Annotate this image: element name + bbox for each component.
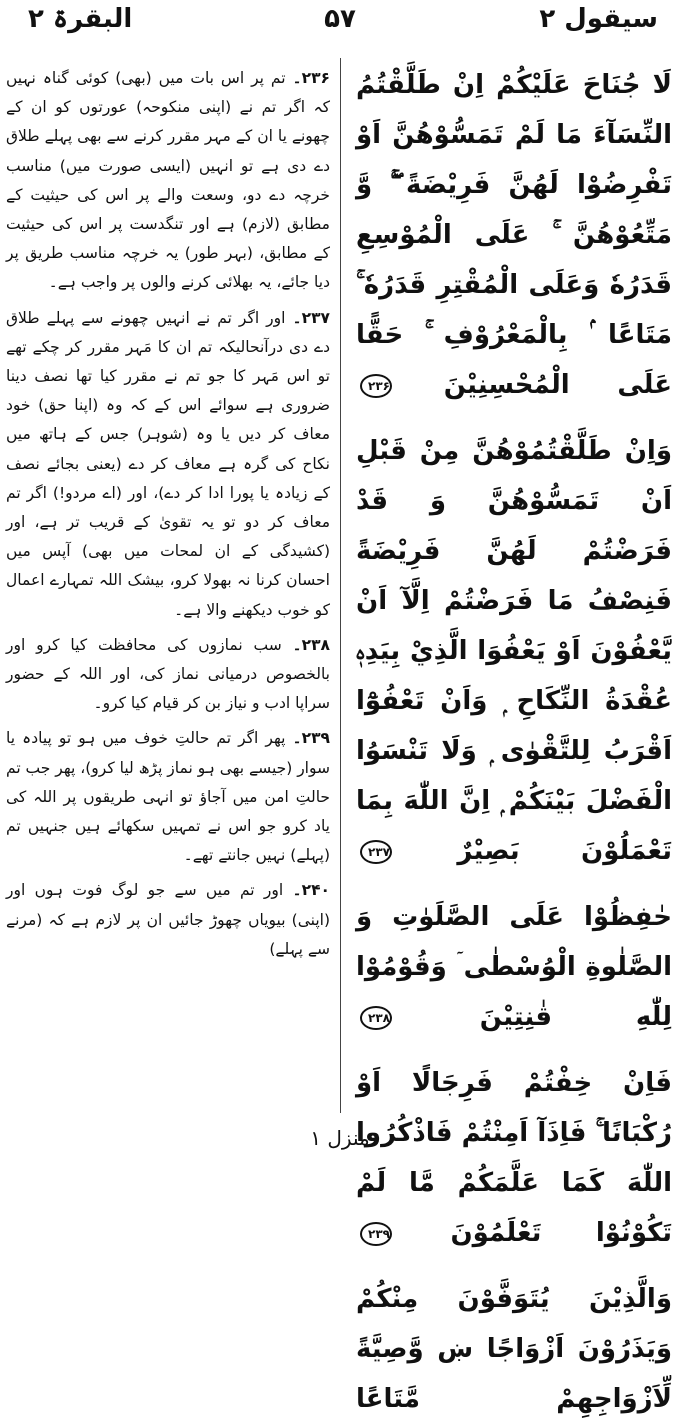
translation-237: [6, 304, 330, 625]
verse-number: ۲۳۹۔: [292, 729, 330, 748]
page-footer: [0, 1126, 680, 1150]
translation-text: اور اگر تم نے انہیں چھونے سے پہلے طلاق دے دی درآنحالیکہ تم ان کا مَہر مقرر کر چکے تھے تو اس مَہر کا جو تم نے مقرر کیا تھا نصف دینا ضروری ہے سوائے اس کے کہ وہ (اپنا حق) خود معاف کر دیں یا وہ (شوہر) جس کے ہاتھ میں نکاح کی گرہ ہے معاف کر دے (یعنی بجائے نصف کے زیادہ یا پورا ادا کر دے)، اور (اے مردو!) اگر تم معاف کر دو تو یہ تقویٰ کے قریب تر ہے، اور (کشیدگی کے ان لمحات میں بھی) آپس میں احسان کرنا نہ بھولا کرو، بیشک اللہ تمہارے اعمال کو خوب دیکھنے والا ہے۔: [6, 308, 330, 619]
verse-number: ۲۴۰۔: [292, 881, 330, 900]
surah-title: البقرۃ ۲: [28, 4, 133, 34]
ayah-number-marker: ۲۳۸: [360, 1006, 392, 1030]
verse-number: ۲۳۸۔: [292, 635, 331, 654]
ayah-236: [356, 60, 672, 410]
translation-text: اور تم میں سے جو لوگ فوت ہوں اور (اپنی) بیویاں چھوڑ جائیں ان پر لازم ہے کہ (مرنے سے پہلے): [6, 881, 330, 958]
verse-number: ۲۳۶۔: [292, 69, 330, 87]
verse-number: ۲۳۷۔: [292, 308, 330, 327]
translation-236: [6, 64, 330, 298]
translation-column: [6, 64, 330, 1114]
para-title: سیقول ۲: [539, 4, 658, 34]
page-number: ۵۷: [324, 4, 356, 34]
ayah-text: فَاِنْ خِفْتُمْ فَرِجَالًا اَوْ رُكْبَانًا ۚ فَاِذَآ اَمِنْتُمْ فَاذْكُرُوا اللّٰهَ كَمَا عَلَّمَكُمْ مَّا لَمْ تَكُوْنُوْا تَعْلَمُوْنَ: [356, 1068, 672, 1248]
translation-text: سب نمازوں کی محافظت کیا کرو اور بالخصوص درمیانی نماز کی، اور اللہ کے حضور سراپا ادب و نیاز بن کر قیام کیا کرو۔: [6, 635, 330, 713]
translation-240: [6, 876, 330, 964]
page-header: [0, 0, 680, 48]
manzil-label: منزل ۱: [310, 1126, 370, 1150]
ayah-text: لَا جُنَاحَ عَلَيْكُمْ اِنْ طَلَّقْتُمُ النِّسَآءَ مَا لَمْ تَمَسُّوْهُنَّ اَوْ تَفْرِضُوْا لَهُنَّ فَرِيْضَةً ۖۚ وَّ مَتِّعُوْهُنَّ ۚ عَلَى الْمُوْسِعِ قَدَرُهٗ وَعَلَى الْمُقْتِرِ قَدَرُهٗ ۚ مَتَاعًا ۢ بِالْمَعْرُوْفِ ۚ حَقًّا عَلَى الْمُحْسِنِيْنَ: [356, 70, 672, 400]
ayah-238: [356, 892, 672, 1042]
translation-239: [6, 724, 330, 870]
translation-text: تم پر اس بات میں (بھی) کوئی گناہ نہیں کہ اگر تم نے (اپنی منکوحہ) عورتوں کو ان کے چھونے یا ان کے مہر مقرر کرنے سے بھی پہلے طلاق دے دی ہے تو انہیں (ایسی صورت میں) مناسب خرچہ دے دو، وسعت والے پر اس کی حیثیت کے مطابق (لازم) ہے اور تنگدست پر اس کی حیثیت کے مطابق، (بہر طور) یہ خرچہ مناسب طریق پر دیا جائے، یہ بھلائی کرنے والوں پر واجب ہے۔: [6, 69, 330, 292]
ayah-number-marker: ۲۳۶: [360, 374, 392, 398]
ayah-237: [356, 426, 672, 876]
ayah-text: وَاِنْ طَلَّقْتُمُوْهُنَّ مِنْ قَبْلِ اَنْ تَمَسُّوْهُنَّ وَ قَدْ فَرَضْتُمْ لَهُنَّ فَرِيْضَةً فَنِصْفُ مَا فَرَضْتُمْ اِلَّآ اَنْ يَّعْفُوْنَ اَوْ يَعْفُوَا الَّذِيْ بِيَدِهٖ عُقْدَةُ النِّكَاحِ ۭ وَاَنْ تَعْفُوْٓا اَقْرَبُ لِلتَّقْوٰى ۭ وَلَا تَنْسَوُا الْفَضْلَ بَيْنَكُمْ ۭ اِنَّ اللّٰهَ بِمَا تَعْمَلُوْنَ بَصِيْرٌ: [356, 436, 672, 866]
ayah-text: وَالَّذِيْنَ يُتَوَفَّوْنَ مِنْكُمْ وَيَذَرُوْنَ اَزْوَاجًا ښ وَّصِيَّةً لِّاَزْوَاجِهِمْ مَّتَاعًا: [356, 1284, 672, 1414]
ayah-number-marker: ۲۳۹: [360, 1222, 392, 1246]
ayah-239: [356, 1058, 672, 1258]
quran-text-column: [356, 60, 672, 1414]
ayah-number-marker: ۲۳۷: [360, 840, 392, 864]
ayah-text: حٰفِظُوْا عَلَى الصَّلَوٰتِ وَ الصَّلٰوةِ الْوُسْطٰى ۤ وَقُوْمُوْا لِلّٰهِ قٰنِتِيْنَ: [356, 902, 672, 1032]
translation-text: پھر اگر تم حالتِ خوف میں ہو تو پیادہ یا سوار (جیسے بھی ہو نماز پڑھ لیا کرو)، پھر جب تم حالتِ امن میں آجاؤ تو انہی طریقوں پر اللہ کی یاد کرو جو اس نے تمہیں سکھائے ہیں جنہیں تم (پہلے) نہیں جانتے تھے۔: [6, 729, 330, 865]
ayah-240: [356, 1274, 672, 1424]
translation-238: [6, 631, 330, 719]
column-divider: [340, 58, 341, 1113]
